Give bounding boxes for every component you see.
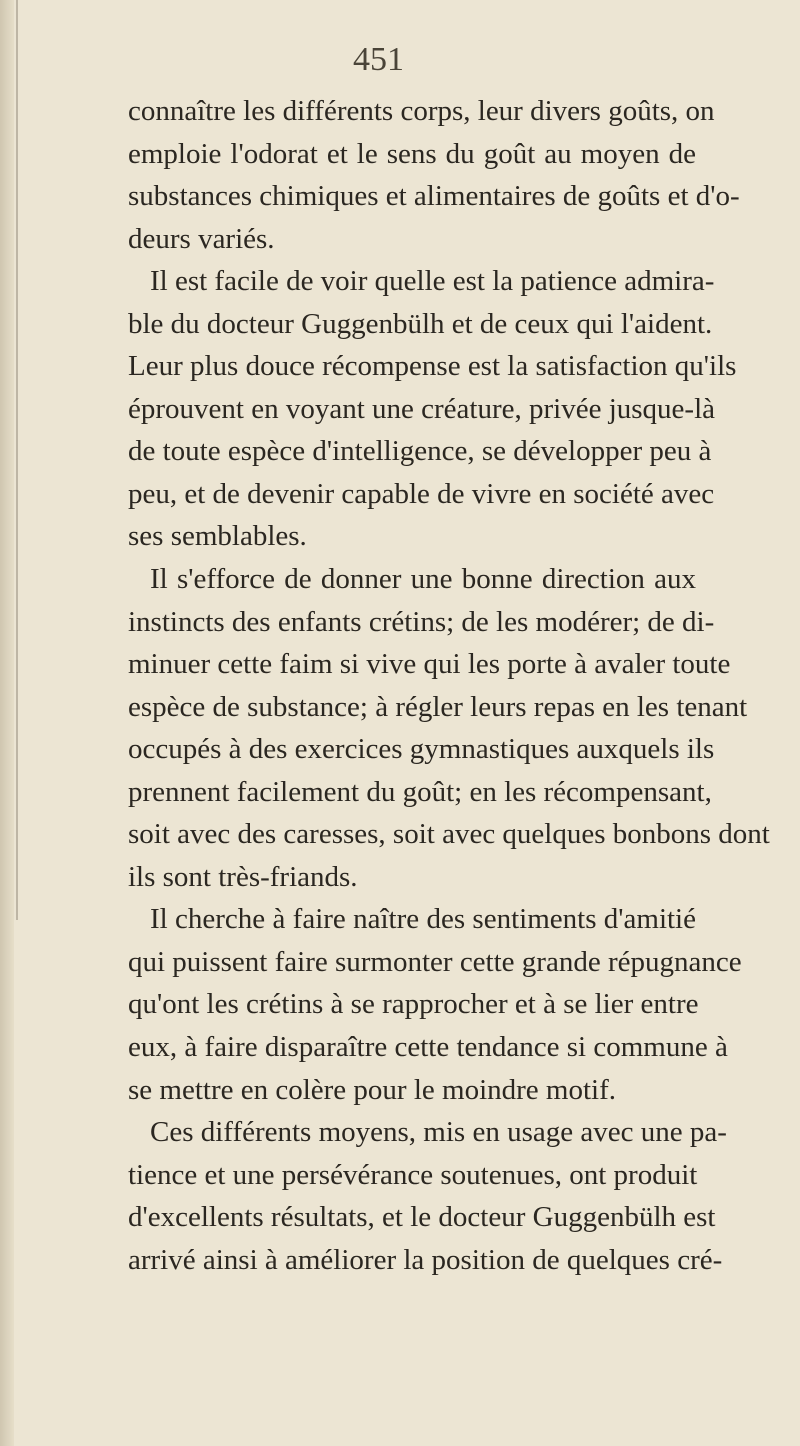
text-line: Leur plus douce récompense est la satisfaction qu'ils bbox=[128, 350, 737, 383]
text-line: arrivé ainsi à améliorer la position de quelques cré- bbox=[128, 1243, 723, 1276]
page-number: 451 bbox=[353, 41, 404, 78]
text-line: qu'ont les crétins à se rapprocher et à se lier entre bbox=[128, 988, 699, 1021]
text-line: de toute espèce d'intelligence, se développer peu à bbox=[128, 435, 712, 468]
paragraph bbox=[128, 90, 740, 260]
gutter-shadow-line bbox=[16, 0, 18, 920]
text-line: ble du docteur Guggenbülh et de ceux qui l'aident. bbox=[128, 307, 713, 340]
text-line: qui puissent faire surmonter cette grande répugnance bbox=[128, 945, 742, 978]
text-line: espèce de substance; à régler leurs repas en les tenant bbox=[128, 690, 748, 723]
text-line: se mettre en colère pour le moindre motif. bbox=[128, 1073, 616, 1106]
text-line: minuer cette faim si vive qui les porte à avaler toute bbox=[128, 648, 731, 681]
paragraph bbox=[128, 1111, 727, 1281]
body-text bbox=[128, 90, 770, 1281]
text-line: tience et une persévérance soutenues, ont produit bbox=[128, 1158, 698, 1191]
text-line: prennent facilement du goût; en les récompensant, bbox=[128, 775, 712, 808]
text-line: d'excellents résultats, et le docteur Guggenbülh est bbox=[128, 1201, 716, 1234]
text-line: emploie l'odorat et le sens du goût au moyen de bbox=[128, 137, 696, 170]
text-line: connaître les différents corps, leur divers goûts, on bbox=[128, 95, 715, 127]
paragraph bbox=[128, 260, 737, 558]
text-line: Il est facile de voir quelle est la patience admira- bbox=[150, 265, 715, 298]
text-line: peu, et de devenir capable de vivre en société avec bbox=[128, 477, 715, 510]
paragraph bbox=[128, 558, 770, 898]
page-gutter-edge bbox=[0, 0, 14, 1446]
text-line: éprouvent en voyant une créature, privée jusque-là bbox=[128, 392, 715, 425]
text-line: instincts des enfants crétins; de les modérer; de di- bbox=[128, 605, 715, 638]
text-line: Il cherche à faire naître des sentiments d'amitié bbox=[150, 903, 696, 936]
text-line: ses semblables. bbox=[128, 520, 307, 553]
text-line: soit avec des caresses, soit avec quelques bonbons dont bbox=[128, 818, 770, 851]
paragraph bbox=[128, 898, 742, 1111]
text-line: ils sont très-friands. bbox=[128, 860, 358, 893]
text-line: eux, à faire disparaître cette tendance si commune à bbox=[128, 1031, 728, 1064]
text-line: Il s'efforce de donner une bonne direction aux bbox=[150, 563, 696, 596]
text-line: substances chimiques et alimentaires de goûts et d'o- bbox=[128, 180, 740, 213]
text-line: occupés à des exercices gymnastiques auxquels ils bbox=[128, 733, 715, 766]
text-line: deurs variés. bbox=[128, 222, 275, 255]
text-line: Ces différents moyens, mis en usage avec une pa- bbox=[150, 1116, 727, 1149]
